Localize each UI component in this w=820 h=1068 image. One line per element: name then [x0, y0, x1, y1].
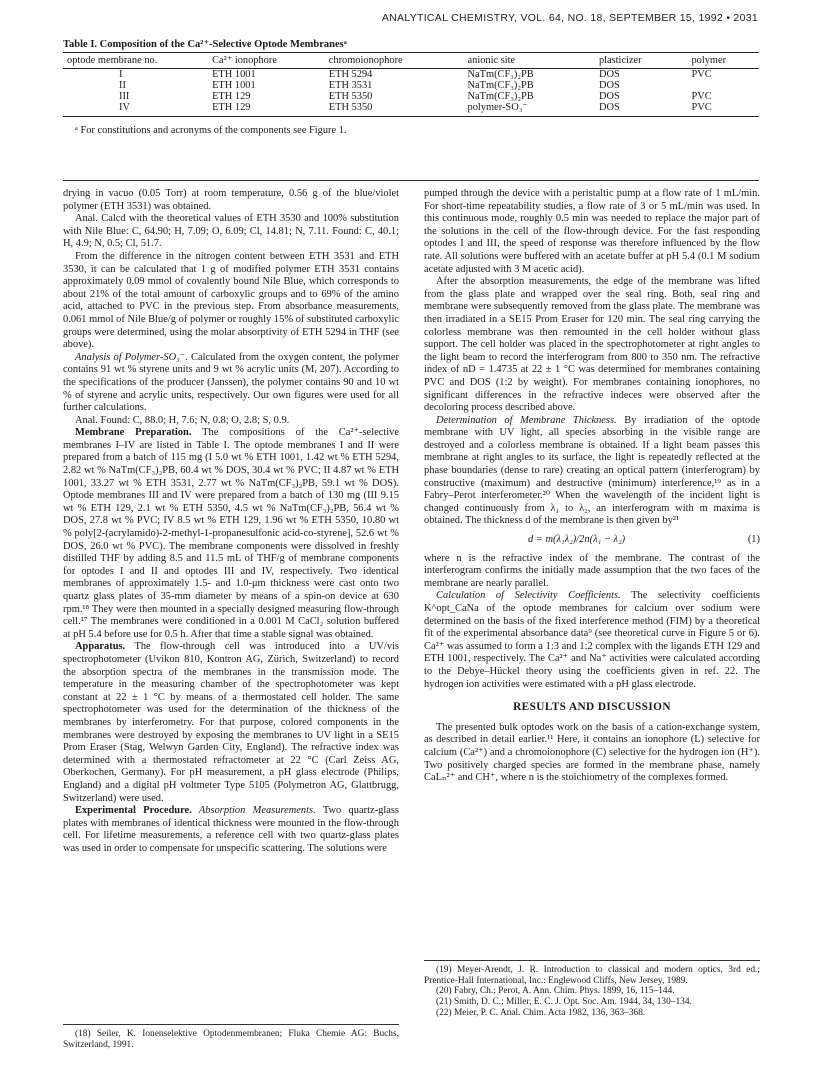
- paragraph: Anal. Calcd with the theoretical values of ETH 3530 and 100% substitution with Nile Blue: C, 64.90; H, 7.09; O, 6.09; Cl, 14.81; N, 7.11. Found: C, 40.1; H, 4.9; N, 0.5; Cl, 51.7.: [63, 213, 399, 250]
- footnote: (19) Meyer-Arendt, J. R. Introduction to classical and modern optics, 3rd ed.; Prentice-Hall International, Inc.: Englewood Cliffs, New Jersey, 1989.: [424, 965, 760, 986]
- equation-formula: d = m(λ₁λ₂)/2n(λ₁ − λ₂): [528, 534, 626, 546]
- table-cell: II: [119, 80, 126, 91]
- table-cell: NaTm(CF₃)₂PB: [467, 69, 534, 80]
- run-in-heading: Apparatus.: [75, 641, 126, 653]
- table-cell: ETH 5294: [328, 69, 373, 80]
- table-cell: DOS: [598, 69, 620, 80]
- right-column: [424, 188, 760, 785]
- table-cell: [687, 80, 759, 91]
- equation-number: (1): [747, 534, 760, 546]
- table-row: [63, 102, 759, 117]
- paragraph-text: Calculated from the oxygen content, the polymer contains 91 wt % styrene units and 9 wt % acrylic units (Mᵣ 207). According to the specifications of the producer (Janssen), the polymer contains 90 and 10 wt % of styrene and acrylic units, respectively. Our own figures were used for all further calculations.: [63, 351, 399, 414]
- footnote-rule: [424, 960, 760, 961]
- table-footnote: ᵃ For constitutions and acronyms of the components see Figure 1.: [75, 125, 347, 136]
- table-cell: IV: [63, 102, 208, 117]
- paragraph: [63, 641, 399, 805]
- table-row: [63, 69, 759, 81]
- run-in-heading: Analysis of Polymer-SO₃⁻.: [75, 351, 188, 363]
- table-cell: PVC: [687, 102, 759, 117]
- footnote: (20) Fabry, Ch.; Perot, A. Ann. Chim. Phys. 1899, 16, 115–144.: [436, 986, 675, 997]
- table-header-row: [63, 53, 759, 69]
- paragraph: Anal. Found: C, 88.0; H, 7.6; N, 0.8; O, 2.8; S, 0.9.: [75, 414, 290, 426]
- footnote-rule: [63, 1024, 399, 1025]
- run-in-heading: Experimental Procedure.: [75, 805, 192, 817]
- footnote: (18) Seiler, K. Ionenselektive Optodenmembranen; Fluka Chemie AG: Buchs, Switzerland, 1991.: [63, 1029, 399, 1050]
- paragraph: [63, 427, 399, 641]
- run-in-heading: Calculation of Selectivity Coefficients.: [436, 590, 621, 602]
- paragraph: [424, 590, 760, 691]
- table-header-cell: polymer: [687, 53, 759, 69]
- table-row: [63, 91, 759, 102]
- paragraph: [424, 415, 760, 528]
- paragraph-text: Two quartz-glass plates with membranes of identical thickness were mounted in the flow-through cell. For lifetime measurements, a reference cell with two quartz-glass plates was used in order to compensate for unspecific scattering. The solutions were: [63, 805, 399, 854]
- paragraph: [63, 805, 399, 855]
- table-cell: I: [119, 69, 123, 80]
- table-cell: NaTm(CF₃)₂PB: [467, 91, 534, 102]
- table-cell: ETH 5350: [328, 91, 373, 102]
- paragraph: where n is the refractive index of the membrane. The contrast of the interferogram confirms the initially made assumption that the two faces of the membrane are nearly parallel.: [424, 552, 760, 589]
- table-caption: Table I. Composition of the Ca²⁺-Selective Optode Membranesᵃ: [63, 39, 347, 50]
- table-cell: DOS: [595, 102, 688, 117]
- table-cell: PVC: [691, 91, 712, 102]
- section-divider: [63, 180, 759, 181]
- paragraph: [63, 352, 399, 415]
- left-footnotes: [63, 1016, 399, 1050]
- table-cell: polymer-SO₃⁻: [464, 102, 595, 117]
- footnote: (21) Smith, D. C.; Miller, E. C. J. Opt. Soc. Am. 1944, 34, 130–134.: [436, 997, 692, 1008]
- table-cell: DOS: [598, 80, 620, 91]
- section-title: RESULTS AND DISCUSSION: [513, 701, 671, 714]
- running-header: ANALYTICAL CHEMISTRY, VOL. 64, NO. 18, SEPTEMBER 15, 1992 • 2031: [381, 12, 758, 24]
- paragraph: After the absorption measurements, the edge of the membrane was lifted from the glass plate and wrapped over the seal ring. Both, seal ring and membrane were subsequently removed from the glass plate. The membrane was then irradiated in a SE15 Prom Eraser for 120 min. The seal ring carrying the colorless membrane was then remounted in the cell holder without glass support. The cell holder was placed in the spectrophotometer at right angles to the light beam to record the interferogram from 800 to 350 nm. The refractive index of nD = 1.4735 at 22 ± 1 °C was determined for membranes containing PVC and DOS (1:2 by weight). For membranes containing ionophores, no significant differences in the refractive indeces were observed after the decoloring process described above.: [424, 276, 760, 414]
- left-column: [63, 188, 399, 855]
- run-in-subheading: Absorption Measurements.: [191, 805, 316, 817]
- composition-table: [63, 52, 759, 117]
- table-cell: NaTm(CF₃)₂PB: [467, 80, 534, 91]
- paragraph: From the difference in the nitrogen content between ETH 3531 and ETH 3530, it can be calculated that 1 g of modified polymer ETH 3531 contains approximately 0.09 mmol of covalently bound Nile Blue, which corresponds to about 21% of the total amount of carboxylic groups and to 69% of the amino acid, attached to PVC in the previous step. From absorbance measurements, 0.061 mmol of Nile Blue/g of polymer or roughly 15% of substituted carboxylic groups were determined, using the molar absorptivity of ETH 5294 in THF (see above).: [63, 250, 399, 351]
- table-cell: DOS: [598, 91, 620, 102]
- table-cell: PVC: [691, 69, 712, 80]
- table-cell: ETH 129: [212, 91, 251, 102]
- right-footnotes: [424, 952, 760, 1019]
- table-header-cell: Ca²⁺ ionophore: [208, 53, 325, 69]
- run-in-heading: Membrane Preparation.: [75, 427, 192, 439]
- paragraph: The presented bulk optodes work on the basis of a cation-exchange system, as described in detail earlier.¹¹ Here, it contains an ionophore (L) selective for calcium (Ca²⁺) and a chromoionophore (C) selective for the hydrogen ion (H⁺). Two positively charged species are formed in the membrane phase, namely CaLₙ²⁺ and CH⁺, where n is the stoichiometry of the complexes formed.: [424, 721, 760, 784]
- table-cell: III: [119, 91, 130, 102]
- table-header-cell: chromoionophore: [325, 53, 464, 69]
- table-row: [63, 80, 759, 91]
- table-header-cell: optode membrane no.: [63, 53, 208, 69]
- table-header-cell: anionic site: [464, 53, 595, 69]
- table-cell: ETH 1001: [212, 80, 256, 91]
- table-cell: ETH 3531: [328, 80, 373, 91]
- paragraph-text: The compositions of the Ca²⁺-selective membranes I–IV are listed in Table I. The optode membranes I and II were prepared from a batch of 115 mg (I 5.0 wt % ETH 1001, 1.42 wt % ETH 5294, 2.82 wt % NaTm(CF₃)₂PB, 60.4 wt % DOS, 30.4 wt % PVC; II 4.87 wt % ETH 1001, 33.27 wt % ETH 3531, 2.77 wt % NaTm(CF₃)₂PB, 59.1 wt % DOS). Optode membranes III and IV were prepared from a batch of 130 mg (III 9.15 wt % ETH 129, 2.1 wt % ETH 5350, 4.5 wt % NaTm(CF₃)₂PB, 56.4 wt % DOS, 27.8 wt % PVC; IV 8.5 wt % ETH 129, 1.96 wt % ETH 5350, 10.80 wt % poly[2-(acrylamido)-2-methyl-1-propanesulfonic acid-co-styrene], 52.6 wt % DOS, 26.0 wt % PVC). The membrane components were dissolved in freshly distilled THF by adding 8.5 and 11.5 mL of THF/g of membrane components for optodes I and II and optodes III and IV, respectively. Two identical membranes of approximately 1.5- and 1.0-μm thickness were cast onto two quartz glass plates of 35-mm diameter by means of a spin-on device at 630 rpm.¹⁸ They were then mounted in a specially designed measuring flow-through cell.¹⁷ The membranes were conditioned in a 0.001 M CaCl₂ solution buffered at pH 5.4 before use for 0.5 h. After that time a stable signal was obtained.: [63, 427, 400, 640]
- table-1: [63, 38, 759, 136]
- table-cell: ETH 1001: [212, 69, 256, 80]
- run-in-heading: Determination of Membrane Thickness.: [436, 414, 617, 426]
- table-header-cell: plasticizer: [595, 53, 688, 69]
- paragraph: pumped through the device with a peristaltic pump at a flow rate of 1 mL/min. For short-time repeatability studies, a flow rate of 3 or 5 mL/min was used. In this continuous mode, roughly 0.5 min was needed to replace the major part of the solutions in the cell of the flow-through device. For the fast responding optodes I and III, the speed of response was therefore influenced by the flow rate. All solutions were buffered with an acetate buffer at pH 5.4 (0.1 M sodium acetate adjusted with 3 M acetic acid).: [424, 188, 760, 275]
- table-cell: ETH 5350: [325, 102, 464, 117]
- table-cell: ETH 129: [208, 102, 325, 117]
- paragraph-text: By irradiation of the optode membrane with UV light, all species absorbing in the visible range are destroyed and a colorless membrane is obtained. If a light beam passes this membrane at right angles to its surface, the light is repeatedly reflected at the phase boundaries (dense to rare) creating an optical pattern (interferogram) by constructive (maximum) and destructive (minimum) interference,¹⁹ as in a Fabry–Perot interferometer.²⁰ When the wavelength of the incident light is changed continuously from λ₁ to λ₂, an interferogram with m maxima is obtained. The thickness d of the membrane is then given by²¹: [424, 414, 760, 527]
- footnote: (22) Meier, P. C. Anal. Chim. Acta 1982, 136, 363–368.: [436, 1007, 646, 1018]
- paragraph: drying in vacuo (0.05 Torr) at room temperature, 0.56 g of the blue/violet polymer (ETH 3531) was obtained.: [63, 188, 399, 212]
- equation-1: [424, 534, 760, 547]
- paragraph-text: The flow-through cell was introduced into a UV/vis spectrophotometer (Uvikon 810, Kontron AG, Zürich, Switzerland) to record the absorption spectra of the membranes in the transmission mode. The temperature in the measuring chamber of the spectrophotometer was kept constant at 22 ± 1 °C by means of a thermostated cell holder. The same spectrophotometer was used for the determination of the thickness of the membranes by interferometry. For that purpose, colored components in the membranes were destroyed by exposing the membranes to UV light in a SE15 Prom Eraser (Stag, Welwyn Garden City, England). The refractive index was determined with a thermostated refractometer at 22 °C (Carl Zeiss AG, Oberkochen, Germany). For pH measurement, a pH glass electrode (Philips, England) and a digital pH voltmeter Type 5105 (Polymetron AG, Glattbrugg, Switzerland) were used.: [63, 641, 399, 804]
- paragraph-text: The selectivity coefficients K^opt_CaNa of the optode membranes for calcium over sodium were determined on the basis of the fixed interference method (FIM) by a theoretical fit of the experimental absorbance data⁹ (see theoretical curve in Figure 5 or 6). Ca²⁺ was assumed to form a 1:3 and 1:2 complex with the ligands ETH 129 and ETH 1001, respectively. The Ca²⁺ and Na⁺ activities were calculated according to the Debye–Hückel theory using the coefficients given in ref. 22. The hydrogen ion activities were estimated with a pH glass electrode.: [424, 590, 760, 690]
